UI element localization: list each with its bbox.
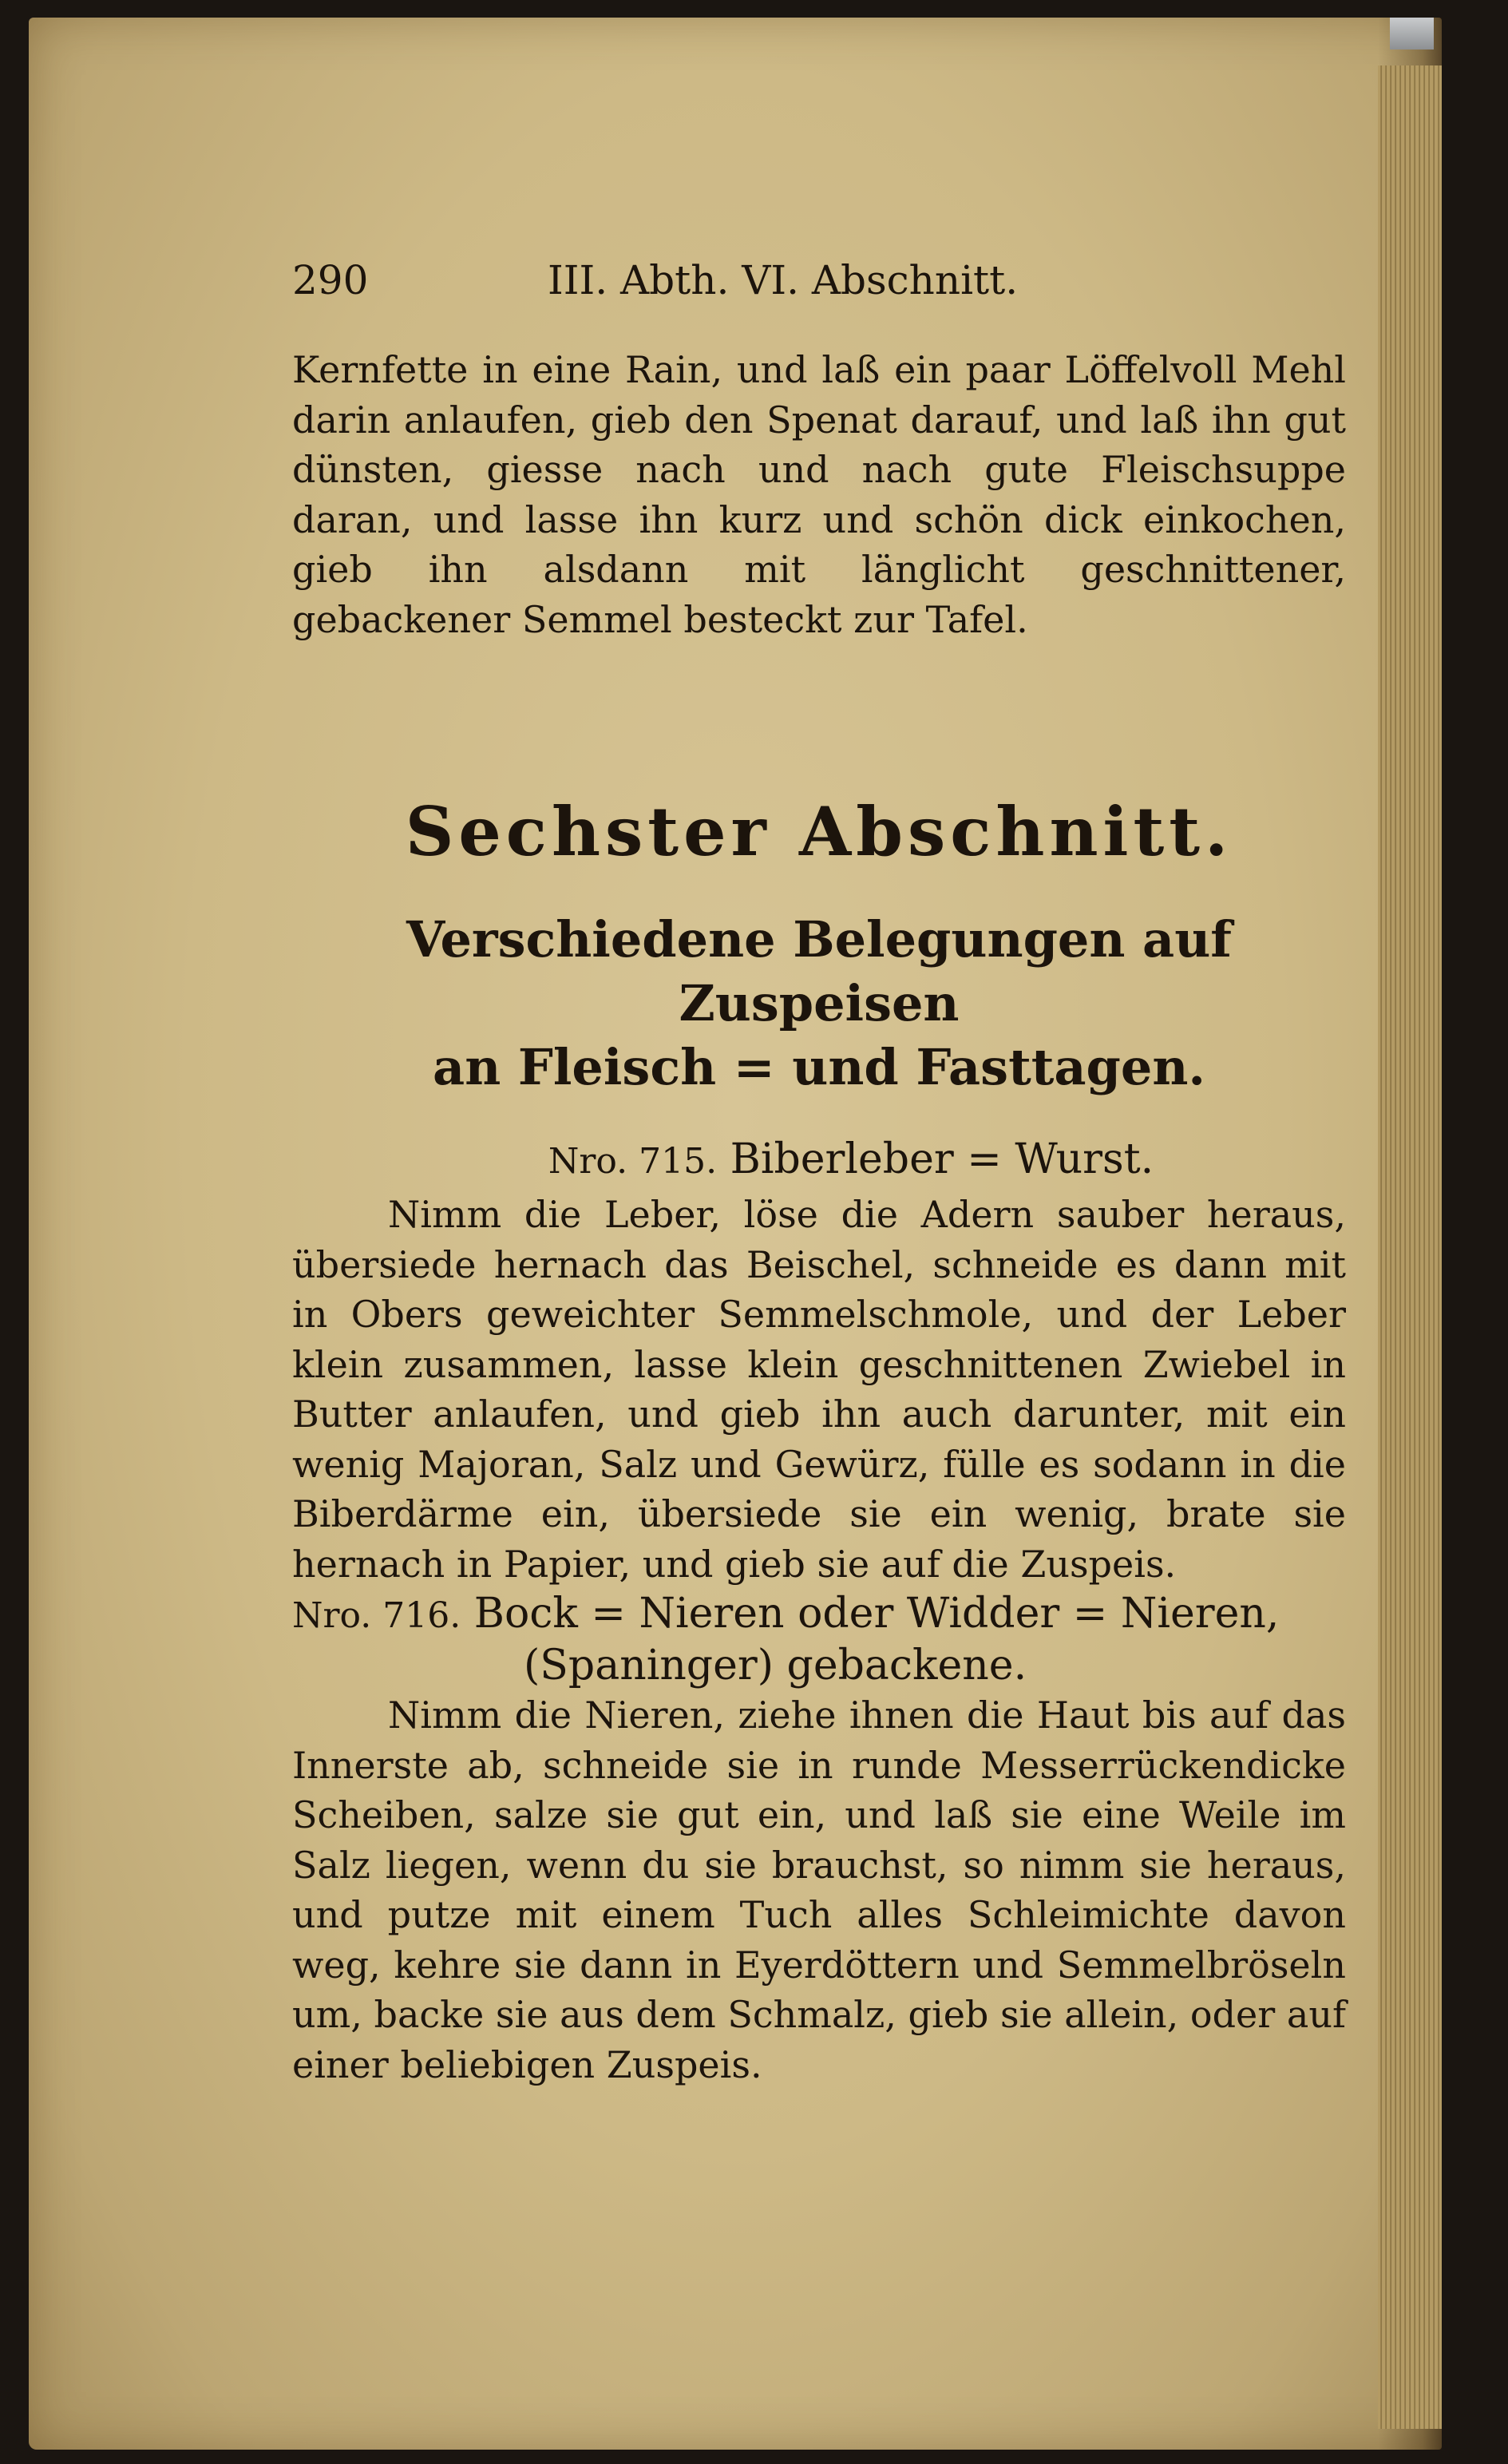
recipe-number: Nro. 715. xyxy=(548,1141,718,1182)
recipe-title-715 xyxy=(292,1131,1346,1190)
recipe-name: Biberleber = Wurst. xyxy=(730,1135,1154,1183)
recipe-text-716: Nimm die Nieren, ziehe ihnen die Haut bis auf das Innerste ab, schneide sie in runde Messerrückendicke Scheiben, salze sie gut ein, und laß sie eine Weile im Salz liegen, wenn du sie brauchst, so nimm sie heraus, und putze mit einem Tuch alles Schleimichte davon weg, kehre sie dann in Eyerdöttern und Semmelbröseln um, backe sie aus dem Schmalz, gieb sie allein, oder auf einer beliebigen Zuspeis. xyxy=(292,1694,1346,2086)
recipe-text-715: Nimm die Leber, löse die Adern sauber heraus, übersiede hernach das Beischel, schneide es dann mit in Obers geweichter Semmelschmole, und der Leber klein zusammen, lasse klein geschnittenen Zwiebel in Butter anlaufen, und gieb ihn auch darunter, mit ein wenig Majoran, Salz und Gewürz, fülle es sodann in die Biberdärme ein, übersiede sie ein wenig, brate sie hernach in Papier, und gieb sie auf die Zuspeis. xyxy=(292,1193,1346,1586)
recipe-name: Bock = Nieren oder Widder = Nieren, xyxy=(473,1590,1280,1638)
bookmark-ribbon xyxy=(1390,18,1434,50)
page-text-block xyxy=(292,257,1346,2090)
section-subtitle-line-1: Verschiedene Belegungen auf Zuspeisen xyxy=(406,910,1232,1032)
page-number: 290 xyxy=(292,257,369,303)
section-subtitle-line-2: an Fleisch = und Fasttagen. xyxy=(433,1038,1205,1096)
section-title: Sechster Abschnitt. xyxy=(405,792,1233,871)
recipe-number: Nro. 716. xyxy=(292,1595,461,1636)
recipe-name-line-2: (Spaninger) gebackene. xyxy=(524,1642,1027,1690)
running-header xyxy=(292,257,1346,321)
page-stack-edge xyxy=(1378,65,1442,2429)
recipe-title-716 xyxy=(292,1589,1346,1690)
book-page xyxy=(29,18,1442,2450)
running-title: III. Abth. VI. Abschnitt. xyxy=(548,257,1019,303)
section-subtitle xyxy=(292,908,1346,1099)
continuation-paragraph: Kernfette in eine Rain, und laß ein paar Löffelvoll Mehl darin anlaufen, gieb den Spenat darauf, und laß ihn gut dünsten, giesse nach und nach gute Fleischsuppe daran, und lasse ihn kurz und schön dick einkochen, gieb ihn alsdann mit länglicht geschnittener, gebackener Semmel besteckt zur Tafel. xyxy=(292,348,1346,641)
